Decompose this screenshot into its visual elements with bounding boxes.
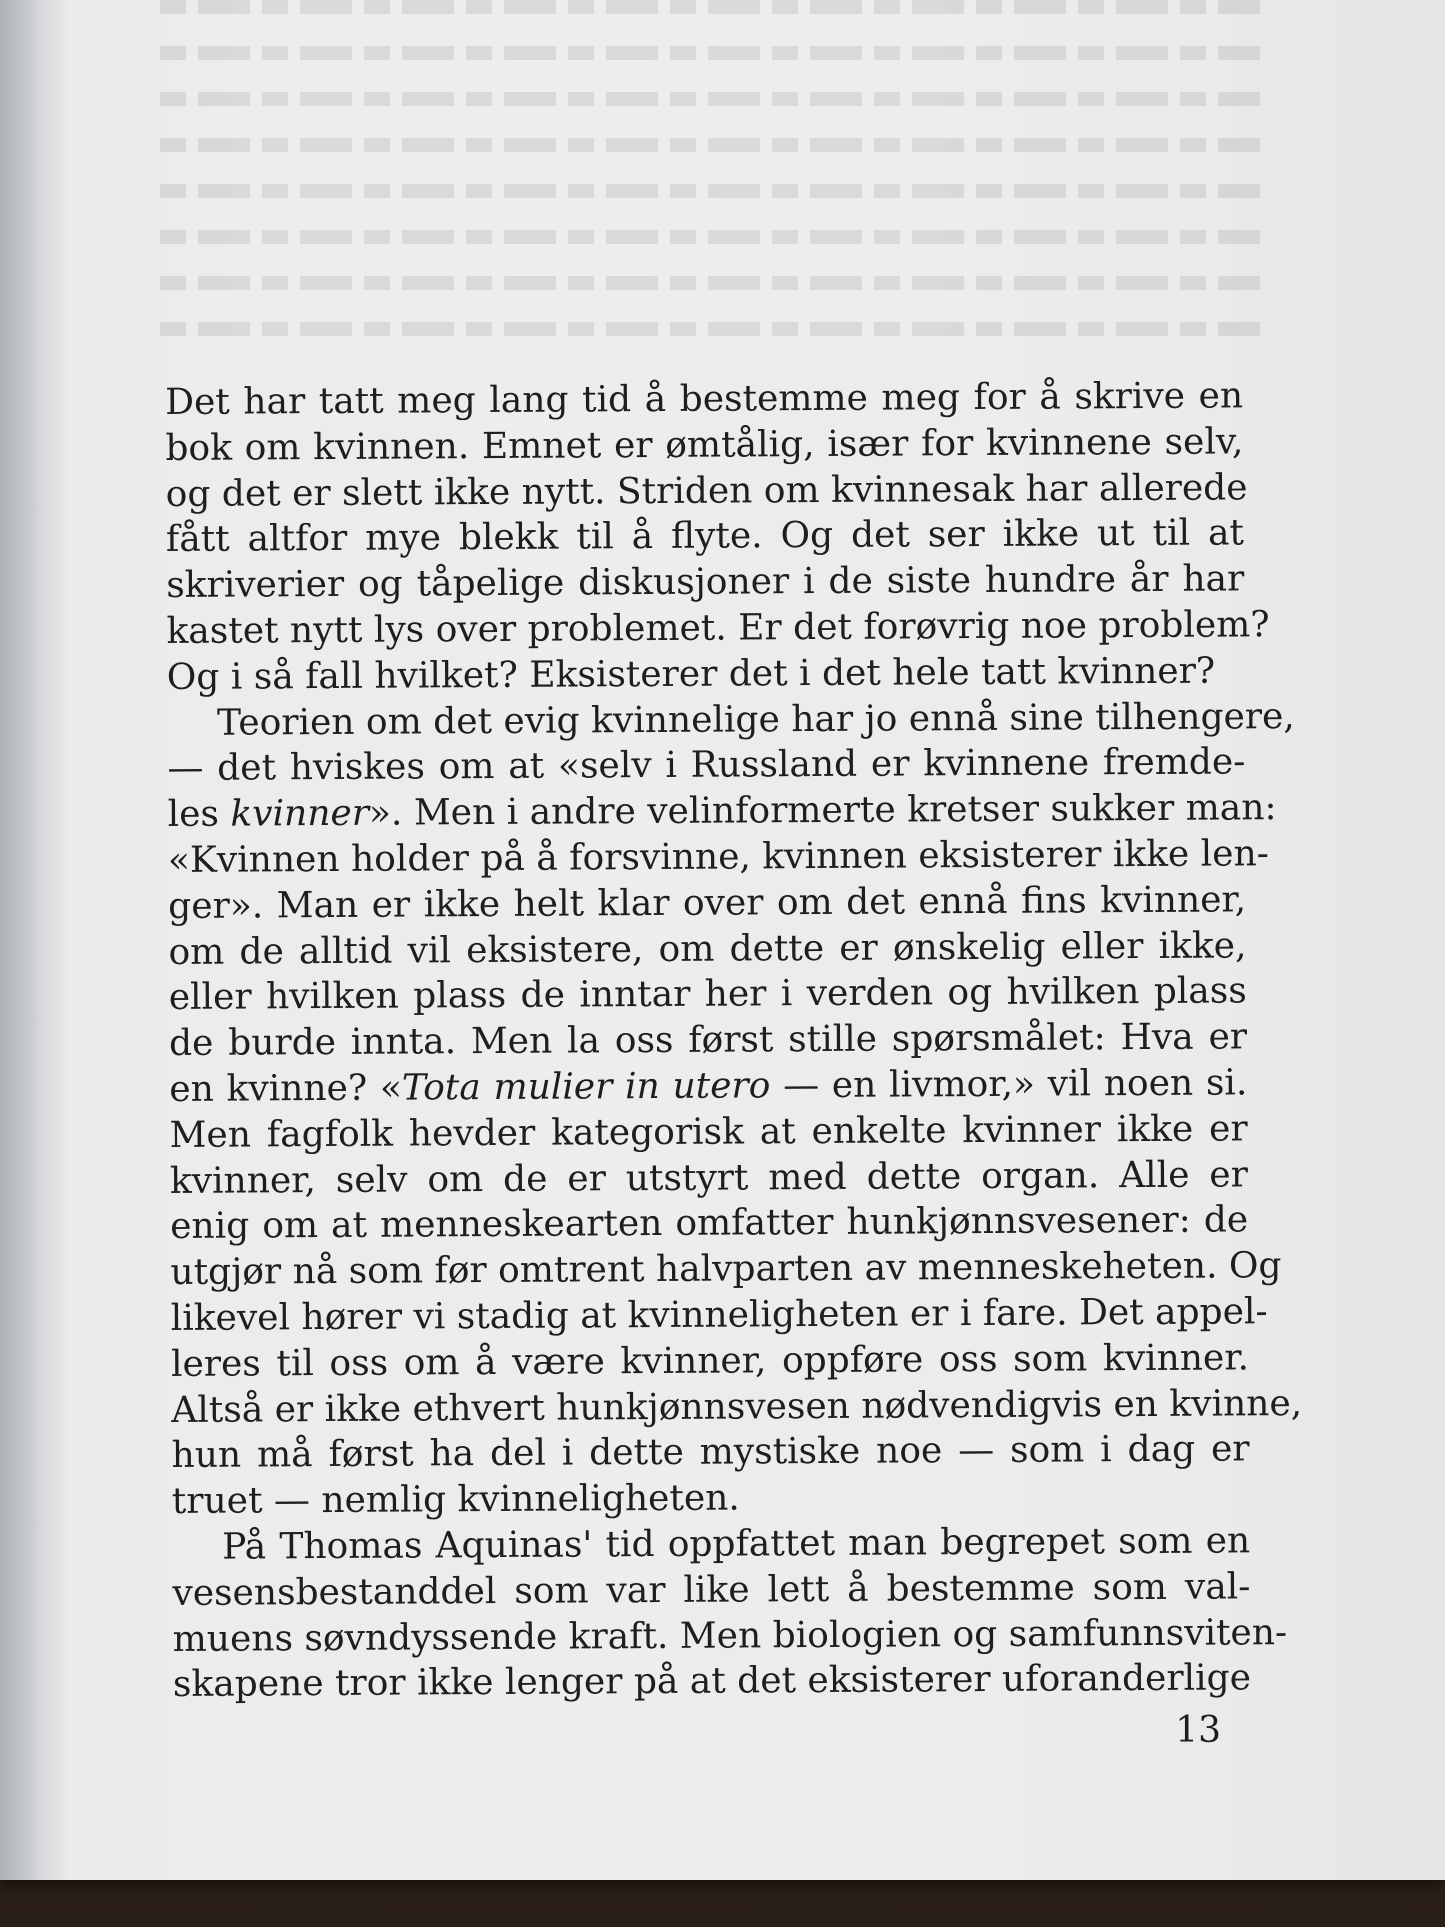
text-line: leres til oss om å være kvinner, oppføre oss som kvinner. bbox=[170, 1337, 1250, 1385]
page-number: 13 bbox=[1175, 1710, 1221, 1751]
text-line: Altså er ikke ethvert hunkjønnsvesen nødvendigvis en kvinne, bbox=[171, 1382, 1303, 1431]
body-text bbox=[165, 373, 1303, 1708]
show-through-text bbox=[160, 0, 1260, 380]
text-line: Teorien om det evig kvinnelige har jo ennå sine tilhengere, bbox=[216, 695, 1295, 744]
text-line: kastet nytt lys over problemet. Er det forøvrig noe problem? bbox=[166, 604, 1270, 652]
text-line: de burde innta. Men la oss først stille spørsmålet: Hva er bbox=[168, 1016, 1248, 1065]
text-line: skapene tror ikke lenger på at det eksisterer uforanderlige bbox=[172, 1657, 1252, 1706]
text-line: Men fagfolk hevder kategorisk at enkelte kvinner ikke er bbox=[169, 1108, 1248, 1156]
text-line: På Thomas Aquinas' tid oppfattet man begrepet som en bbox=[222, 1520, 1251, 1568]
text-line: «Kvinnen holder på å forsvinne, kvinnen eksisterer ikke len- bbox=[167, 833, 1269, 881]
text-line: Og i så fall hvilket? Eksisterer det i det hele tatt kvinner? bbox=[166, 650, 1216, 698]
text-line: — det hviskes om at «selv i Russland er kvinnene fremde- bbox=[167, 741, 1246, 790]
text-line: truet — nemlig kvinneligheten. bbox=[171, 1477, 740, 1523]
text-line: om de alltid vil eksistere, om dette er ønskelig eller ikke, bbox=[168, 924, 1247, 973]
text-line-with-italic: les kvinner». Men i andre velinformerte kretser sukker man: bbox=[167, 787, 1277, 836]
text-line: likevel hører vi stadig at kvinneligheten er i fare. Det appel- bbox=[170, 1291, 1268, 1339]
text-line: muens søvndyssende kraft. Men biologien og samfunnsviten- bbox=[172, 1611, 1288, 1660]
italic-phrase: kvinner bbox=[230, 792, 370, 835]
text-line: bok om kvinnen. Emnet er ømtålig, især for kvinnene selv, bbox=[165, 421, 1244, 469]
text-line: hun må først ha del i dette mystiske noe — som i dag er bbox=[171, 1428, 1250, 1477]
text-line: enig om at menneskearten omfatter hunkjønnsvesener: de bbox=[170, 1199, 1249, 1248]
spine-shadow bbox=[0, 0, 70, 1880]
text-line-with-italic: en kvinne? «Tota mulier in utero — en livmor,» vil noen si. bbox=[169, 1062, 1248, 1110]
text-line: vesensbestanddel som var like lett å bestemme som val- bbox=[172, 1566, 1251, 1614]
text-line: ger». Man er ikke helt klar over om det ennå fins kvinner, bbox=[168, 879, 1247, 927]
text-line: kvinner, selv om de er utstyrt med dette organ. Alle er bbox=[169, 1153, 1248, 1202]
text-line: fått altfor mye blekk til å flyte. Og det ser ikke ut til at bbox=[165, 512, 1245, 561]
text-line: skriverier og tåpelige diskusjoner i de siste hundre år har bbox=[166, 558, 1245, 607]
text-line: utgjør nå som før omtrent halvparten av menneskeheten. Og bbox=[170, 1245, 1282, 1294]
text-line: eller hvilken plass de inntar her i verden og hvilken plass bbox=[168, 970, 1247, 1019]
text-line: og det er slett ikke nytt. Striden om kvinnesak har allerede bbox=[165, 466, 1248, 515]
italic-phrase: Tota mulier in utero bbox=[401, 1065, 771, 1109]
text-line: Det har tatt meg lang tid å bestemme meg for å skrive en bbox=[165, 375, 1244, 423]
